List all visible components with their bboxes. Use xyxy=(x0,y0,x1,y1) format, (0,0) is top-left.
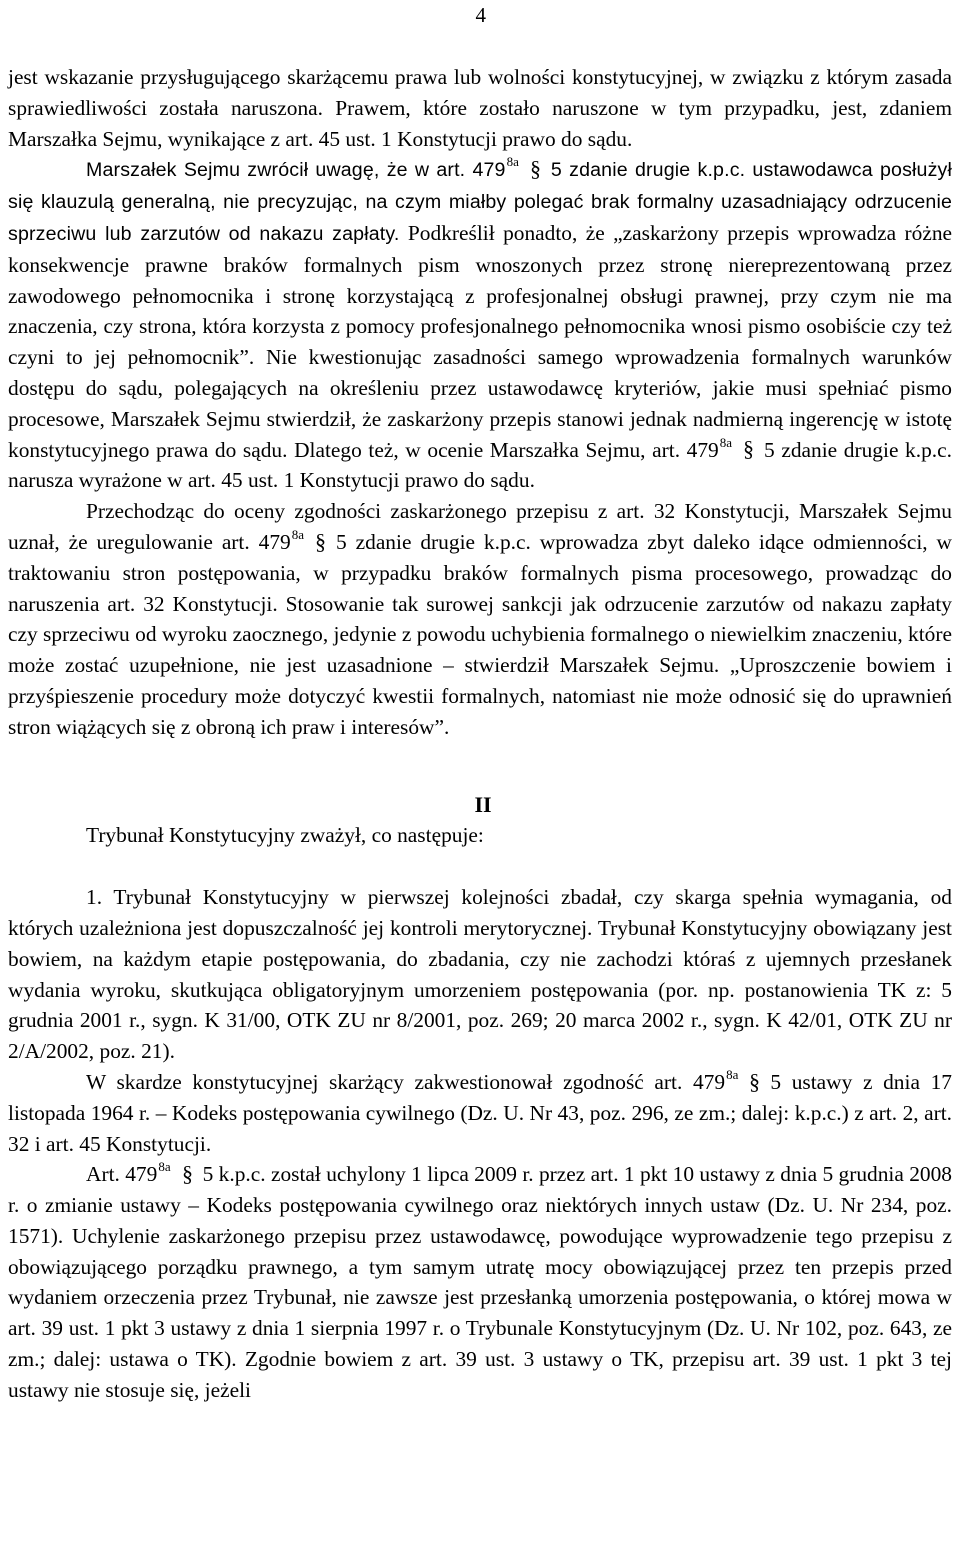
article-superscript: 8a xyxy=(726,1066,739,1082)
paragraph-2-start: Marszałek Sejmu zwrócił uwagę, że w art. 479 xyxy=(86,159,506,182)
svg-text:§: § xyxy=(315,530,327,553)
paragraph-2-body: Podkreślił ponadto, że „zaskarżony przepis wprowadza różne konsekwencje prawne braków formalnych pism wnoszonych przez stronę niereprezentowaną przez zawodowego pełnomocnika i stronę korzystającą z profesjonalnej obsługi prawnej, przy czym nie ma znaczenia, czy strona, która korzysta z pomocy profesjonalnego pełnomocnika wnosi pismo osobiście czy też czyni to jej pełnomocnik”. Nie kwestionując zasadności samego wprowadzenia formalnych warunków dostępu do sądu, polegających na określeniu przez ustawodawcę kryteriów, jakie musi spełniać pismo procesowe, Marszałek Sejmu stwierdził, że zaskarżony przepis stanowi jednak nadmierną ingerencję w istotę konstytucyjnego prawa do sądu. Dlatego też, w ocenie Marszałka Sejmu, art. 479 xyxy=(8,220,953,462)
paragraph-6-end: 5 k.p.c. został uchylony 1 lipca 2009 r. przez art. 1 pkt 10 ustawy z dnia 5 grudnia 2008 r. o zmianie ustawy – Kodeks postępowania cywilnego oraz niektórych innych ustaw (Dz. U. Nr 234, poz. 1571). Uchylenie zaskarżonego przepisu przez ustawodawcę, powodujące wyprowadzenie tego przepisu z obowiązującego porządku prawnego, a tym samym utratę mocy obowiązującej przez ten przepis przed wydaniem orzeczenia przez Trybunał, nie zawsze jest przesłanką umorzenia postępowania, o której mowa w art. 39 ust. 1 pkt 3 ustawy z dnia 1 sierpnia 1997 r. o Trybunale Konstytucyjnym (Dz. U. Nr 102, poz. 643, ze zm.; dalej: ustawa o TK). Zgodnie bowiem z art. 39 ust. 3 ustawy o TK, przepisu art. 39 ust. 1 pkt 3 tej ustawy nie stosuje się, jeżeli xyxy=(8,1162,952,1402)
section-title xyxy=(8,790,952,821)
section-sign-icon xyxy=(529,158,543,179)
paragraph-1: jest wskazanie przysługującego skarżącemu prawa lub wolności konstytucyjnej, w związku z którym zasada sprawiedliwości została naruszona. Prawem, które zostało naruszone w tym przypadku, jest, zdaniem Marszałka Sejmu, wynikające z art. 45 ust. 1 Konstytucji prawo do sądu. xyxy=(8,65,952,151)
paragraph-2-end: 5 zdanie drugie k.p.c. narusza wyrażone w art. 45 ust. 1 Konstytucji prawo do sądu. xyxy=(8,437,952,493)
paragraph-5 xyxy=(8,1067,952,1159)
section-subheading: Trybunał Konstytucyjny zważył, co następuje: xyxy=(86,823,484,848)
paragraph-3 xyxy=(8,496,952,742)
svg-text:§: § xyxy=(749,1070,761,1093)
article-superscript: 8a xyxy=(158,1159,171,1175)
article-superscript: 8a xyxy=(719,434,733,450)
svg-text:§: § xyxy=(529,158,541,180)
section-sign-icon xyxy=(748,1071,762,1092)
paragraph-3-end: 5 zdanie drugie k.p.c. wprowadza zbyt daleko idące odmienności, w traktowaniu stron postępowania, w przypadku braków formalnych pisma procesowego, prowadząc do naruszenia art. 32 Konstytucji. Stosowanie tak surowej sankcji jak odrzucenie zarzutów od nakazu zapłaty czy sprzeciwu od wyroku zaocznego, jedynie z powodu uchybienia formalnego o niewielkim znaczeniu, które może zostać uzupełnione, nie jest uzasadnione – stwierdził Marszałek Sejmu. „Uproszczenie bowiem i przyśpieszenie procedury może dotyczyć kwestii formalnych, natomiast nie może odnosić się do uprawnień stron wiążących się z obroną ich praw i interesów”. xyxy=(8,529,952,739)
paragraph-4: 1. Trybunał Konstytucyjny w pierwszej kolejności zbadał, czy skarga spełnia wymagania, od których uzależniona jest dopuszczalność jej kontroli merytorycznej. Trybunał Konstytucyjny obowiązany jest bowiem, na każdym etapie postępowania, do zbadania, czy nie zachodzi któraś z ujemnych przesłanek wydania wyroku, skutkująca obligatoryjnym umorzeniem postępowania (por. np. postanowienia TK z: 5 grudnia 2001 r., sygn. K 31/00, OTK ZU nr 8/2001, poz. 269; 20 marca 2002 r., sygn. K 42/01, OTK ZU nr 2/A/2002, poz. 21). xyxy=(8,885,952,1064)
spacer xyxy=(8,851,952,882)
paragraph-5-end: 5 ustawy z dnia 17 listopada 1964 r. – Kodeks postępowania cywilnego (Dz. U. Nr 43, poz. 296, ze zm.; dalej: k.p.c.) z art. 2, art. 32 i art. 45 Konstytucji. xyxy=(8,1069,952,1156)
paragraph-3-start: Przechodząc do oceny zgodności zaskarżonego przepisu z art. 32 Konstytucji, Marszałek Sejmu uznał, że uregulowanie art. 479 xyxy=(8,499,952,554)
paragraph-6 xyxy=(8,1159,952,1405)
article-superscript: 8a xyxy=(506,154,519,170)
paragraph-2 xyxy=(8,154,952,496)
section-sign-icon xyxy=(314,531,328,552)
paragraph-5-start: W skardze konstytucyjnej skarżący zakwestionował zgodność art. 479 xyxy=(86,1069,726,1094)
paragraph-6-start: Art. 479 xyxy=(86,1162,158,1187)
section-sign-icon xyxy=(742,438,756,459)
svg-text:§: § xyxy=(743,438,755,461)
article-superscript: 8a xyxy=(291,526,305,542)
svg-text:§: § xyxy=(181,1162,193,1185)
document-body xyxy=(8,62,952,1406)
paragraph-2-cont: 5 zdanie drugie k.p.c. ustawodawca posłużył się klauzulą generalną, nie precyzując, na czym miałby polegać brak formalny uzasadniający odrzucenie sprzeciwu lub zarzutów od nakazu zapłaty. xyxy=(8,159,952,245)
section-sign-icon xyxy=(181,1163,195,1184)
section-title-text: II xyxy=(474,791,492,817)
page-number: 4 xyxy=(475,3,486,27)
